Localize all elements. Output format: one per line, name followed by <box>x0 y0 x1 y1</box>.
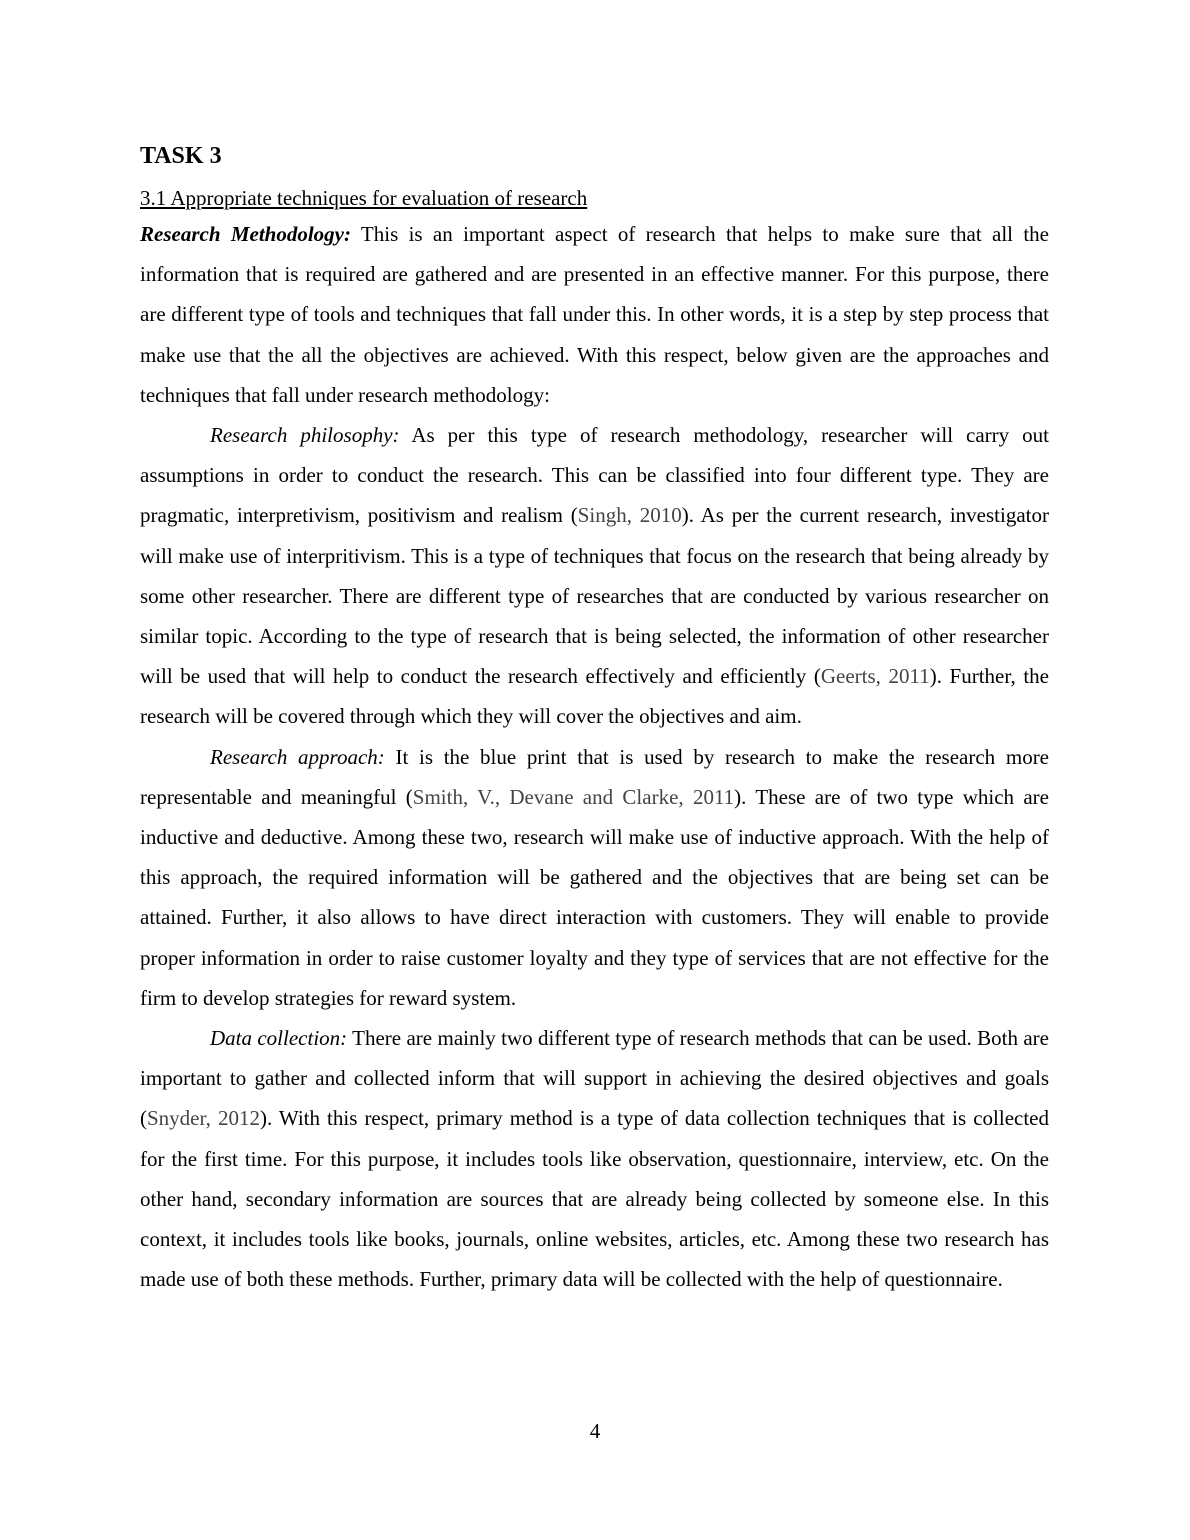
paragraph-text: ). Further, the research will be covered through which they will cover the objectives and aim. <box>140 664 1049 729</box>
paragraph-text: There are mainly two different type of research methods that can be used. Both are important to gather and collected inform that will support in achieving the desired objectives and goals ( <box>140 1026 1049 1131</box>
paragraph-research-approach <box>140 737 1049 1018</box>
paragraph-text: ). As per the current research, investigator will make use of interpritivism. This is a type of techniques that focus on the research that being already by some other researcher. There are different type of researches that are conducted by various researcher on similar topic. According to the type of research that is being selected, the information of other researcher will be used that will help to conduct the research effectively and efficiently ( <box>140 503 1049 689</box>
paragraph-text: It is the blue print that is used by research to make the research more representable and meaningful ( <box>140 744 1050 809</box>
paragraph-data-collection <box>140 1018 1049 1299</box>
section-subheading: 3.1 Appropriate techniques for evaluation of research <box>140 186 588 210</box>
citation: Smith, V., Devane and Clarke, 2011 <box>412 784 735 809</box>
citation: Geerts, 2011 <box>820 664 930 689</box>
task-heading: TASK 3 <box>140 143 222 169</box>
paragraph-text: This is an important aspect of research that helps to make sure that all the information that is required are gathered and are presented in an effective manner. For this purpose, there are different type of tools and techniques that fall under this. In other words, it is a step by step process that make use that the all the objectives are achieved. With this respect, below given are the approaches and techniques that fall under research methodology: <box>140 222 1049 407</box>
paragraph-lead: Data collection: <box>210 1026 348 1051</box>
paragraph-text: ). These are of two type which are inductive and deductive. Among these two, research will make use of inductive approach. With the help of this approach, the required information will be gathered and the objectives that are being set can be attained. Further, it also allows to have direct interaction with customers. They will enable to provide proper information in order to raise customer loyalty and they type of services that are not effective for the firm to develop strategies for reward system. <box>140 784 1049 1010</box>
paragraph-lead: Research approach: <box>210 744 385 769</box>
paragraph-lead: Research Methodology: <box>140 222 351 246</box>
paragraph-research-philosophy <box>140 415 1049 737</box>
paragraph-lead: Research philosophy: <box>210 423 400 448</box>
paragraph-research-methodology <box>140 214 1049 415</box>
page-content <box>140 139 1049 1299</box>
citation: Singh, 2010 <box>577 503 682 528</box>
page-number: 4 <box>589 1419 601 1443</box>
citation: Snyder, 2012 <box>147 1106 260 1131</box>
paragraph-text: As per this type of research methodology, researcher will carry out assumptions in order to conduct the research. This can be classified into four different type. They are pragmatic, interpretivism, positivism and realism ( <box>140 423 1049 528</box>
paragraph-text: ). With this respect, primary method is a type of data collection techniques that is collected for the first time. For this purpose, it includes tools like observation, questionnaire, interview, etc. On the other hand, secondary information are sources that are already being collected by someone else. In this context, it includes tools like books, journals, online websites, articles, etc. Among these two research has made use of both these methods. Further, primary data will be collected with the help of questionnaire. <box>140 1106 1049 1292</box>
